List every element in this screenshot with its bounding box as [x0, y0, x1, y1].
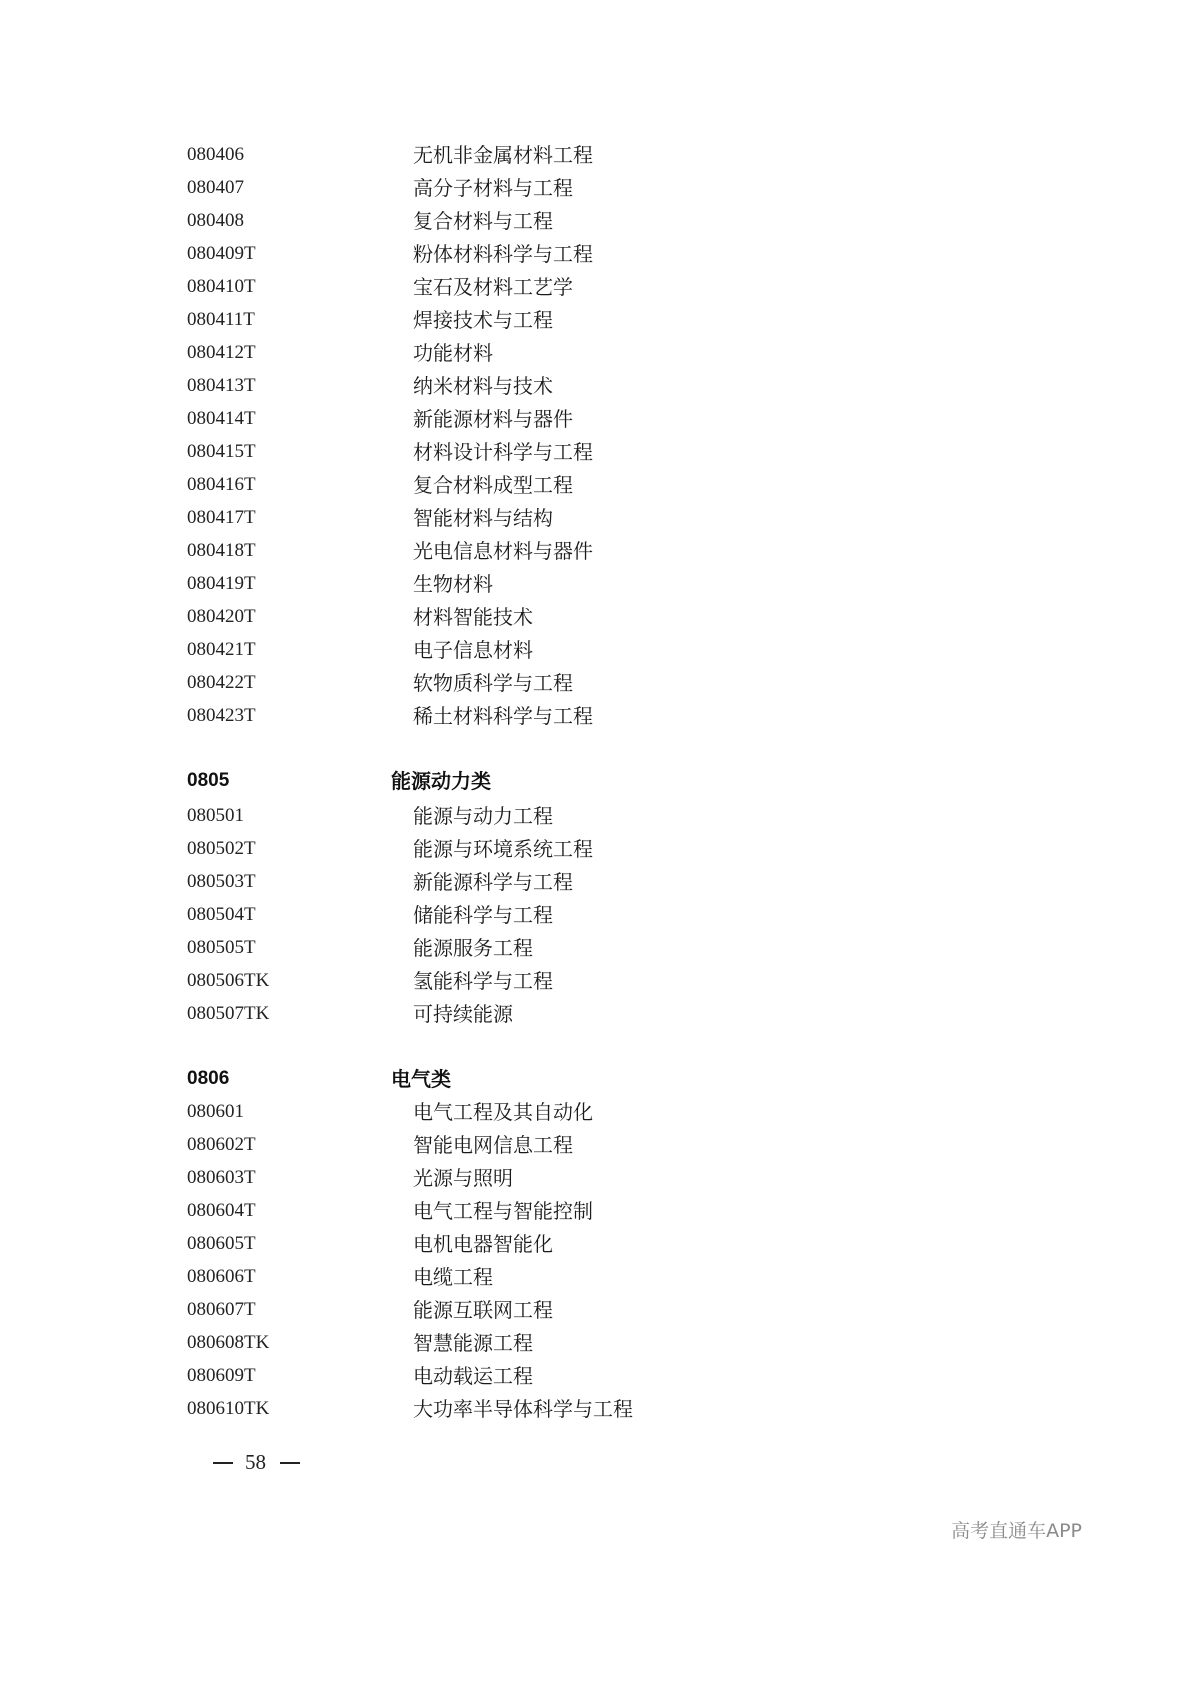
list-item	[0, 174, 1102, 208]
major-code: 080605T	[187, 1233, 256, 1254]
major-code: 080415T	[187, 441, 256, 462]
major-code: 080410T	[187, 276, 256, 297]
major-name: 能源服务工程	[413, 936, 533, 960]
major-name: 高分子材料与工程	[413, 176, 573, 200]
major-code: 080505T	[187, 937, 256, 958]
watermark: 高考直通车APP	[951, 1520, 1082, 1542]
list-item	[0, 603, 1102, 637]
major-name: 宝石及材料工艺学	[413, 275, 573, 299]
list-item	[0, 504, 1102, 538]
list-item	[0, 306, 1102, 340]
major-code: 080502T	[187, 838, 256, 859]
major-name: 电缆工程	[413, 1265, 493, 1289]
list-item	[0, 207, 1102, 241]
list-item	[0, 802, 1102, 836]
major-name: 纳米材料与技术	[413, 374, 553, 398]
major-code: 080606T	[187, 1266, 256, 1287]
list-item	[0, 1164, 1102, 1198]
list-item	[0, 570, 1102, 604]
major-code: 080421T	[187, 639, 256, 660]
major-code: 080411T	[187, 309, 255, 330]
list-item	[0, 471, 1102, 505]
list-item	[0, 240, 1102, 274]
major-code: 080607T	[187, 1299, 256, 1320]
major-name: 电动载运工程	[413, 1364, 533, 1388]
major-name: 无机非金属材料工程	[413, 143, 593, 167]
major-name: 光源与照明	[413, 1166, 513, 1190]
major-name: 智慧能源工程	[413, 1331, 533, 1355]
list-item	[0, 141, 1102, 175]
major-code: 080420T	[187, 606, 256, 627]
major-code: 080504T	[187, 904, 256, 925]
list-item	[0, 1329, 1102, 1363]
major-name: 粉体材料科学与工程	[413, 242, 593, 266]
page-footer	[0, 1446, 1102, 1478]
major-name: 大功率半导体科学与工程	[413, 1397, 633, 1421]
list-item	[0, 1131, 1102, 1165]
list-item	[0, 339, 1102, 373]
list-item	[0, 537, 1102, 571]
list-item	[0, 636, 1102, 670]
major-name: 新能源材料与器件	[413, 407, 573, 431]
major-name: 软物质科学与工程	[413, 671, 573, 695]
category-code: 0805	[187, 770, 230, 791]
major-code: 080423T	[187, 705, 256, 726]
major-name: 光电信息材料与器件	[413, 539, 593, 563]
major-code: 080412T	[187, 342, 256, 363]
list-item	[0, 702, 1102, 736]
major-code: 080602T	[187, 1134, 256, 1155]
major-code: 080608TK	[187, 1332, 270, 1353]
major-code: 080419T	[187, 573, 256, 594]
major-name: 材料智能技术	[413, 605, 533, 629]
major-name: 智能电网信息工程	[413, 1133, 573, 1157]
major-code: 080418T	[187, 540, 256, 561]
major-name: 复合材料与工程	[413, 209, 553, 233]
major-name: 功能材料	[413, 341, 493, 365]
major-code: 080609T	[187, 1365, 256, 1386]
major-code: 080407	[187, 177, 244, 198]
major-code: 080414T	[187, 408, 256, 429]
major-name: 能源与环境系统工程	[413, 837, 593, 861]
major-name: 稀土材料科学与工程	[413, 704, 593, 728]
major-code: 080603T	[187, 1167, 256, 1188]
dash-right-divider	[280, 1462, 300, 1464]
major-code: 080409T	[187, 243, 256, 264]
category-heading	[0, 767, 1102, 801]
major-code: 080610TK	[187, 1398, 270, 1419]
list-item	[0, 1263, 1102, 1297]
dash-left-divider	[213, 1462, 233, 1464]
major-name: 材料设计科学与工程	[413, 440, 593, 464]
category-code: 0806	[187, 1068, 230, 1089]
list-item	[0, 1395, 1102, 1429]
major-name: 智能材料与结构	[413, 506, 553, 530]
major-name: 焊接技术与工程	[413, 308, 553, 332]
category-name: 能源动力类	[391, 769, 491, 793]
list-item	[0, 901, 1102, 935]
list-item	[0, 372, 1102, 406]
major-code: 080413T	[187, 375, 256, 396]
major-name: 电气工程及其自动化	[413, 1100, 593, 1124]
major-name: 复合材料成型工程	[413, 473, 573, 497]
category-heading	[0, 1065, 1102, 1099]
page-number: 58	[245, 1450, 266, 1474]
list-item	[0, 669, 1102, 703]
list-item	[0, 1296, 1102, 1330]
major-name: 电子信息材料	[413, 638, 533, 662]
list-item	[0, 1230, 1102, 1264]
list-item	[0, 868, 1102, 902]
major-name: 能源互联网工程	[413, 1298, 553, 1322]
major-code: 080406	[187, 144, 244, 165]
list-item	[0, 273, 1102, 307]
category-name: 电气类	[391, 1067, 451, 1091]
major-code: 080604T	[187, 1200, 256, 1221]
major-code: 080422T	[187, 672, 256, 693]
list-item	[0, 934, 1102, 968]
list-item	[0, 835, 1102, 869]
major-code: 080416T	[187, 474, 256, 495]
major-name: 能源与动力工程	[413, 804, 553, 828]
list-item	[0, 1362, 1102, 1396]
list-item	[0, 405, 1102, 439]
list-item	[0, 1098, 1102, 1132]
major-code: 080506TK	[187, 970, 270, 991]
major-code: 080501	[187, 805, 244, 826]
major-code: 080408	[187, 210, 244, 231]
major-code: 080507TK	[187, 1003, 270, 1024]
major-name: 可持续能源	[413, 1002, 513, 1026]
major-name: 新能源科学与工程	[413, 870, 573, 894]
major-code: 080503T	[187, 871, 256, 892]
list-item	[0, 438, 1102, 472]
major-name: 电机电器智能化	[413, 1232, 553, 1256]
major-name: 储能科学与工程	[413, 903, 553, 927]
list-item	[0, 1197, 1102, 1231]
major-name: 生物材料	[413, 572, 493, 596]
major-name: 电气工程与智能控制	[413, 1199, 593, 1223]
major-name: 氢能科学与工程	[413, 969, 553, 993]
major-code: 080417T	[187, 507, 256, 528]
list-item	[0, 967, 1102, 1001]
list-item	[0, 1000, 1102, 1034]
major-code: 080601	[187, 1101, 244, 1122]
